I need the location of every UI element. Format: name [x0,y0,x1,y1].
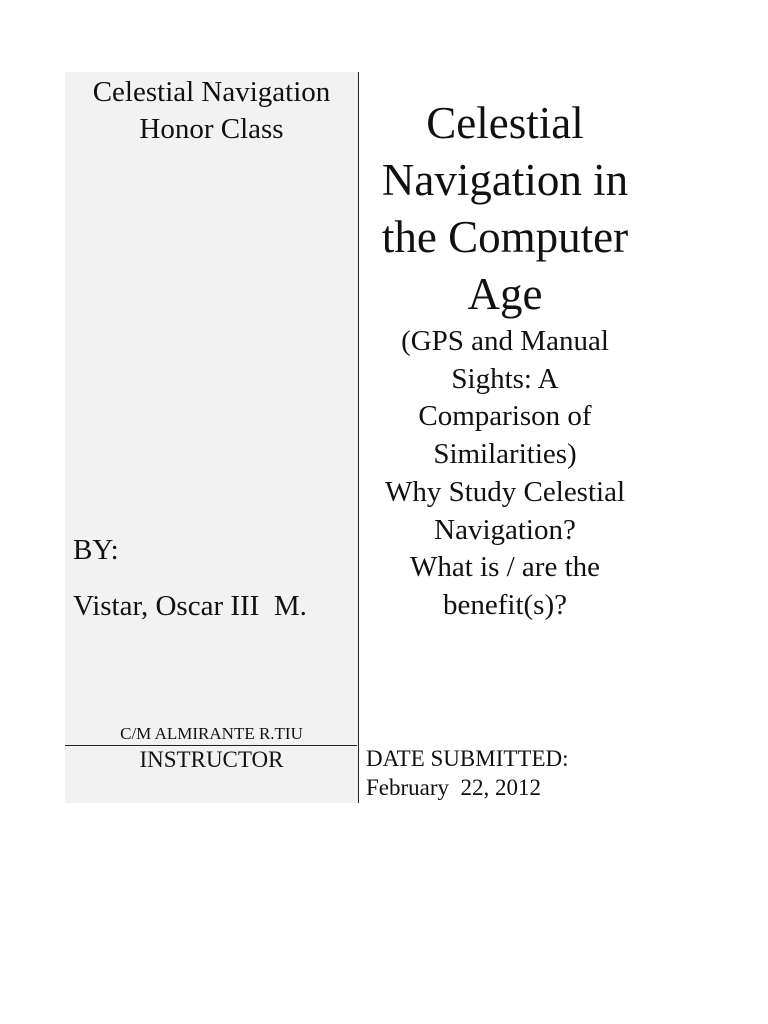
title-line: Celestial [426,98,584,148]
subtitle-line: benefit(s)? [443,588,567,621]
document-subtitle [360,323,650,625]
left-panel [65,72,358,803]
instructor-role: INSTRUCTOR [139,747,284,772]
subtitle-line: What is / are the [409,551,601,584]
subtitle-line: Sights: A [451,362,559,395]
document-title [360,95,650,323]
by-label: BY: [73,534,119,566]
class-title [65,74,358,148]
date-submitted-value: February 22, 2012 [366,775,542,800]
subtitle-line: Why Study Celestial [384,475,626,508]
title-line: the Computer [381,212,629,262]
class-title-line: Honor Class [139,113,284,145]
subtitle-line: Comparison of [418,400,592,433]
vertical-divider [358,72,359,803]
author-name: Vistar, Oscar III M. [73,590,307,622]
class-title-line: Celestial Navigation [92,76,331,108]
subtitle-line: Navigation? [434,513,576,546]
subtitle-line: (GPS and Manual [401,325,609,357]
title-line: Age [467,269,543,319]
subtitle-line: Similarities) [433,438,577,471]
instructor-name: C/M ALMIRANTE R.TIU [120,724,303,743]
date-submitted-label: DATE SUBMITTED: [366,746,569,771]
title-line: Navigation in [381,155,629,205]
